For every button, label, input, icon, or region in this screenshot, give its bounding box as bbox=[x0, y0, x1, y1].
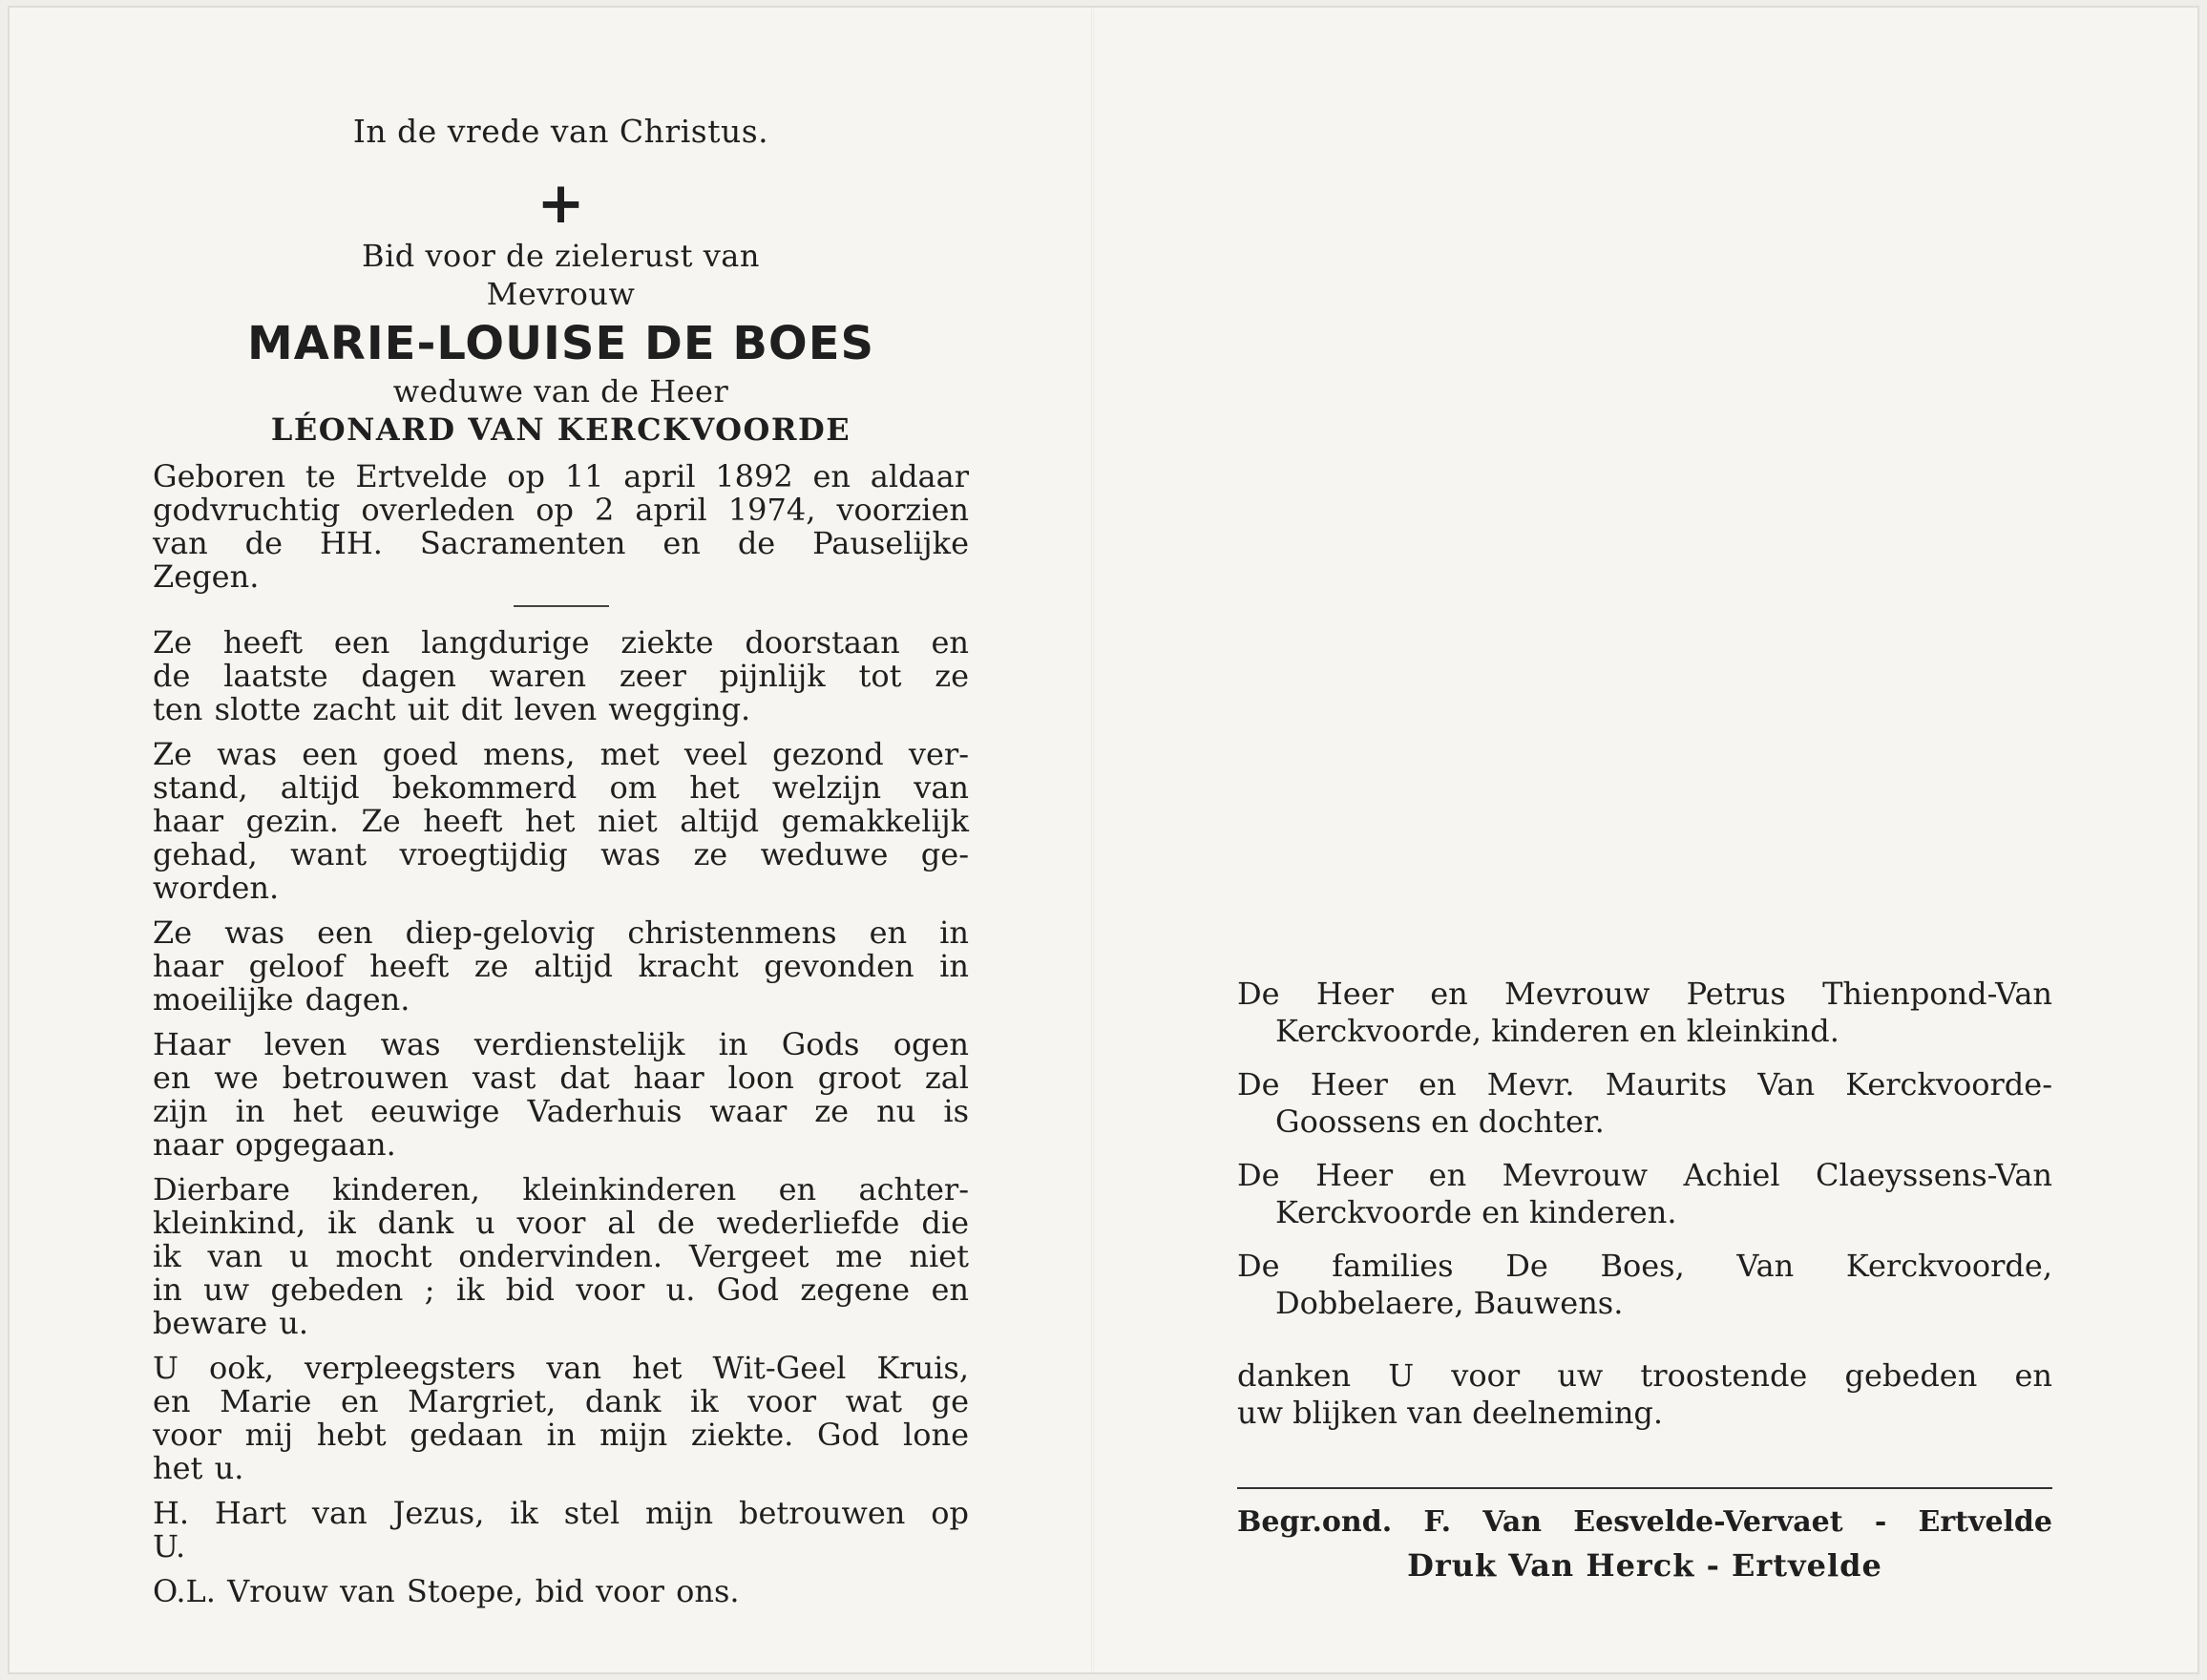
paragraph-line: U. bbox=[153, 1528, 186, 1564]
paragraph-line: gehad, want vroegtijdig was ze weduwe ge- bbox=[153, 836, 969, 872]
family-line-continued: Dobbelaere, Bauwens. bbox=[1275, 1285, 1624, 1321]
birth-line: godvruchtig overleden op 2 april 1974, voorzien bbox=[153, 492, 969, 528]
printer-credit: Druk Van Herck - Ertvelde bbox=[1407, 1547, 1882, 1584]
widow-line: weduwe van de Heer bbox=[392, 373, 729, 410]
heading: In de vrede van Christus. bbox=[352, 113, 769, 150]
family-line: De Heer en Mevrouw Petrus Thienpond-Van bbox=[1237, 976, 2052, 1012]
cross-icon: + bbox=[536, 170, 585, 237]
paragraph-line: H. Hart van Jezus, ik stel mijn betrouwen op bbox=[153, 1495, 969, 1531]
title-line: Mevrouw bbox=[486, 276, 636, 312]
paragraph-line: en Marie en Margriet, dank ik voor wat ge bbox=[153, 1383, 969, 1419]
paragraph-line: Ze heeft een langdurige ziekte doorstaan en bbox=[153, 624, 969, 661]
paragraph-line: en we betrouwen vast dat haar loon groot zal bbox=[153, 1060, 969, 1096]
paragraph-line: in uw gebeden ; ik bid voor u. God zegene en bbox=[153, 1271, 969, 1308]
left-panel bbox=[153, 105, 969, 1620]
paragraph-line: ik van u mocht ondervinden. Vergeet me niet bbox=[153, 1238, 969, 1274]
paragraph-line: moeilijke dagen. bbox=[153, 981, 410, 1018]
paragraph-line: haar geloof heeft ze altijd kracht gevonden in bbox=[153, 948, 969, 984]
paragraph-line: het u. bbox=[153, 1450, 244, 1486]
paragraph-line: ten slotte zacht uit dit leven wegging. bbox=[153, 691, 751, 727]
family-line: De Heer en Mevr. Maurits Van Kerckvoorde- bbox=[1237, 1066, 2052, 1102]
paragraph-line: haar gezin. Ze heeft het niet altijd gemakkelijk bbox=[153, 803, 969, 839]
birth-line: van de HH. Sacramenten en de Pauselijke bbox=[153, 525, 969, 561]
family-line-continued: Kerckvoorde, kinderen en kleinkind. bbox=[1275, 1013, 1839, 1049]
thanks-line: danken U voor uw troostende gebeden en bbox=[1237, 1357, 2052, 1394]
family-line: De Heer en Mevrouw Achiel Claeyssens-Van bbox=[1237, 1157, 2052, 1193]
paragraph-line: U ook, verpleegsters van het Wit-Geel Kruis, bbox=[153, 1350, 969, 1386]
deceased-name: MARIE-LOUISE DE BOES bbox=[246, 317, 875, 370]
thanks-line: uw blijken van deelneming. bbox=[1237, 1395, 1664, 1431]
rule bbox=[1237, 1487, 2052, 1489]
text-body bbox=[153, 626, 969, 1620]
divider bbox=[514, 605, 609, 607]
birth-end: Zegen. bbox=[153, 558, 260, 595]
paragraph-line: Dierbare kinderen, kleinkinderen en achter- bbox=[153, 1171, 969, 1208]
pray-line: Bid voor de zielerust van bbox=[362, 238, 760, 274]
paragraph-line: worden. bbox=[153, 870, 280, 906]
family-line-continued: Kerckvoorde en kinderen. bbox=[1275, 1194, 1677, 1230]
paragraph-line: Ze was een diep-gelovig christenmens en in bbox=[153, 914, 969, 951]
undertaker-credit: Begr.ond. F. Van Eesvelde-Vervaet - Ertvelde bbox=[1237, 1505, 2052, 1539]
right-panel bbox=[1237, 976, 2052, 1588]
family-line: De families De Boes, Van Kerckvoorde, bbox=[1237, 1248, 2052, 1284]
paragraph-line: Ze was een goed mens, met veel gezond ver- bbox=[153, 736, 969, 772]
family-list bbox=[1237, 976, 2052, 1322]
birth-line: Geboren te Ertvelde op 11 april 1892 en aldaar bbox=[153, 458, 969, 494]
paragraph-line: voor mij hebt gedaan in mijn ziekte. God lone bbox=[153, 1417, 969, 1453]
paragraph-line: O.L. Vrouw van Stoepe, bid voor ons. bbox=[153, 1573, 740, 1609]
birth-block bbox=[153, 460, 969, 594]
family-line-continued: Goossens en dochter. bbox=[1275, 1103, 1605, 1140]
card-fold bbox=[1091, 8, 1094, 1672]
paragraph-line: zijn in het eeuwige Vaderhuis waar ze nu is bbox=[153, 1093, 969, 1129]
paragraph-line: de laatste dagen waren zeer pijnlijk tot ze bbox=[153, 658, 969, 694]
paragraph-line: stand, altijd bekommerd om het welzijn van bbox=[153, 769, 969, 806]
husband-name: LÉONARD VAN KERCKVOORDE bbox=[270, 411, 851, 448]
paragraph-line: kleinkind, ik dank u voor al de wederliefde die bbox=[153, 1205, 969, 1241]
paragraph-line: Haar leven was verdienstelijk in Gods ogen bbox=[153, 1026, 969, 1062]
paragraph-line: beware u. bbox=[153, 1305, 309, 1341]
paragraph-line: naar opgegaan. bbox=[153, 1126, 396, 1163]
